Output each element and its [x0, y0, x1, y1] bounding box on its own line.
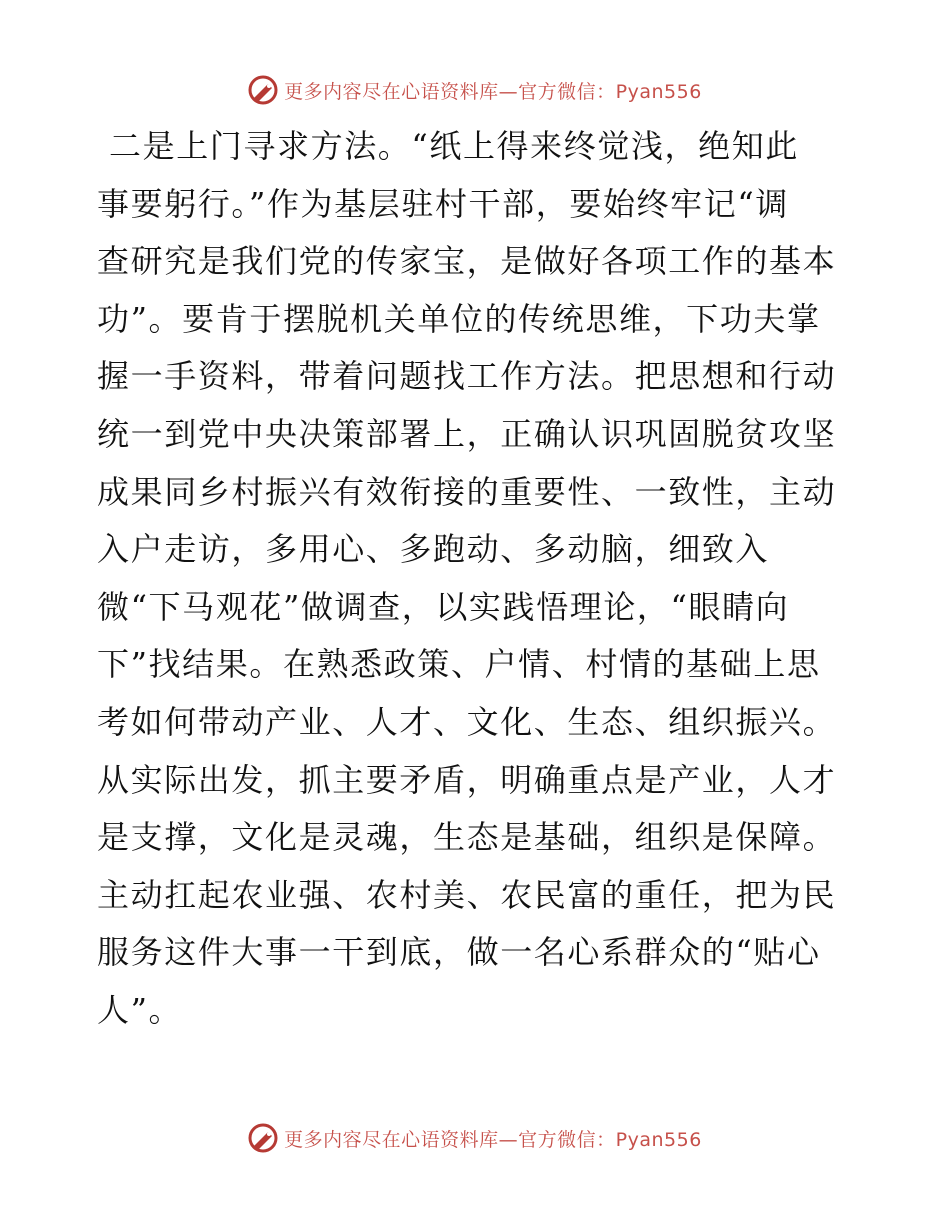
footer-banner-text: 更多内容尽在心语资料库—官方微信：Pyan556: [284, 1128, 702, 1151]
header-banner-text: 更多内容尽在心语资料库—官方微信：Pyan556: [284, 80, 702, 103]
body-line: 统一到党中央决策部署上，正确认识巩固脱贫攻坚: [97, 414, 837, 453]
body-line: 人”。: [97, 990, 183, 1029]
body-line: 事要躬行。”作为基层驻村干部，要始终牢记“调: [97, 184, 789, 223]
header-banner: [0, 70, 950, 110]
footer-banner: [0, 1118, 950, 1158]
body-line: 主动扛起农业强、农村美、农民富的重任，把为民: [97, 875, 837, 914]
document-body: [97, 118, 857, 1040]
pen-nib-logo-icon: [248, 75, 278, 105]
body-line: 二是上门寻求方法。“纸上得来终觉浅，绝知此: [109, 127, 799, 165]
body-line: 从实际出发，抓主要矛盾，明确重点是产业，人才: [97, 760, 837, 799]
body-line: 微“下马观花”做调查，以实践悟理论，“眼睛向: [97, 587, 790, 626]
body-line: 入户走访，多用心、多跑动、多动脑，细致入: [97, 530, 770, 569]
body-line: 下”找结果。在熟悉政策、户情、村情的基础上思: [97, 645, 821, 684]
body-line: 握一手资料，带着问题找工作方法。把思想和行动: [97, 357, 837, 396]
pen-nib-logo-icon: [248, 1123, 278, 1153]
body-line: 服务这件大事一干到底，做一名心系群众的“贴心: [97, 933, 821, 972]
body-line: 考如何带动产业、人才、文化、生态、组织振兴。: [97, 702, 837, 741]
body-line: 查研究是我们党的传家宝，是做好各项工作的基本: [97, 242, 837, 281]
body-line: 成果同乡村振兴有效衔接的重要性、一致性，主动: [97, 472, 837, 511]
body-line: 功”。要肯于摆脱机关单位的传统思维，下功夫掌: [97, 299, 821, 338]
body-line: 是支撑，文化是灵魂，生态是基础，组织是保障。: [97, 818, 837, 857]
